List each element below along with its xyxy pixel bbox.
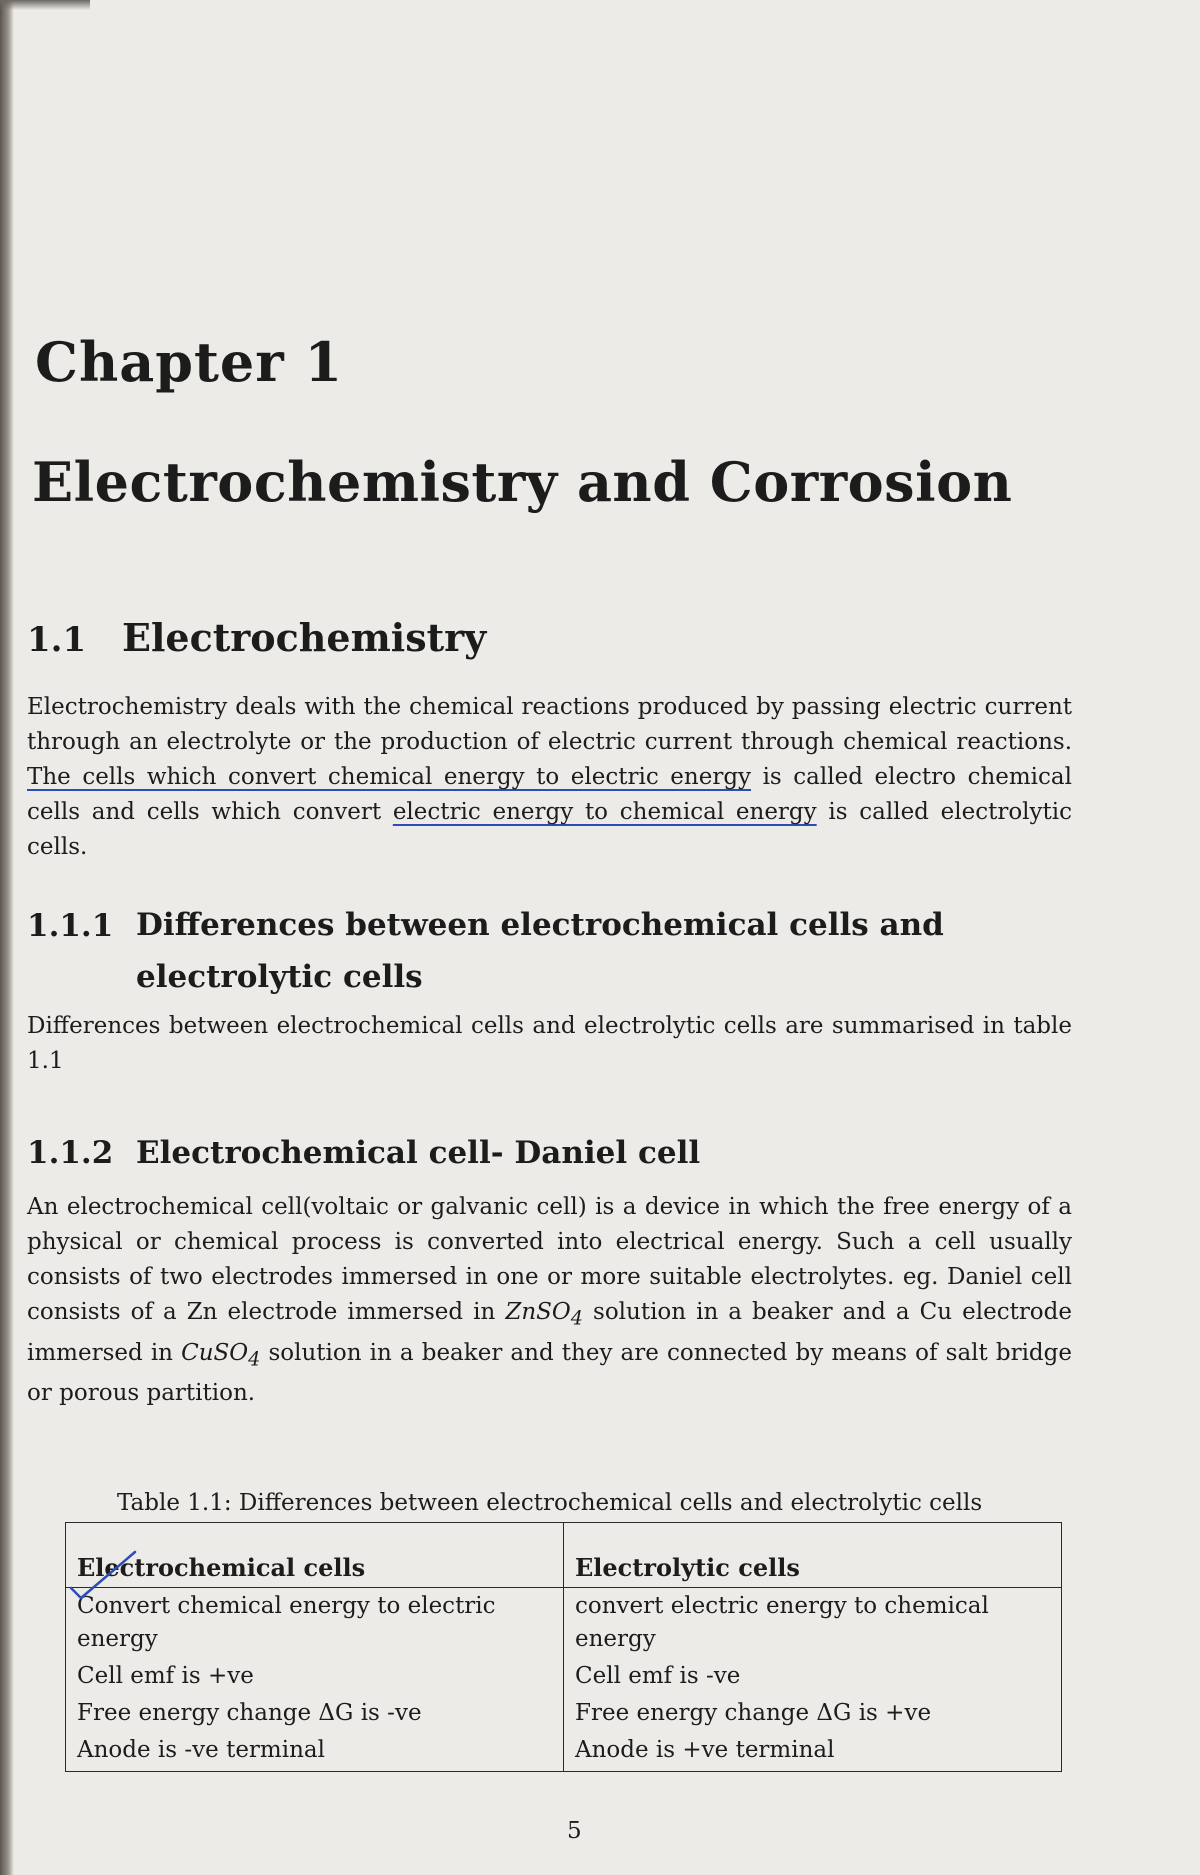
formula-subscript: 4 — [570, 1306, 583, 1330]
text-span: solution in a beaker and a Cu electrode immersed in — [27, 1299, 1072, 1366]
section-1-1-heading — [27, 615, 486, 660]
table-cell: Convert chemical energy to electric energy — [66, 1588, 564, 1659]
table-row — [66, 1588, 1062, 1659]
pen-underlined-text: electric energy to chemical energy — [392, 799, 817, 825]
section-1-1-1-heading — [27, 908, 1072, 1003]
page-binding-edge — [0, 0, 14, 1875]
chapter-label: Chapter 1 — [35, 330, 344, 394]
table-row — [66, 1658, 1062, 1695]
page-number: 5 — [567, 1818, 582, 1844]
corner-shadow — [0, 0, 90, 10]
section-title: Electrochemistry — [122, 615, 487, 660]
text-span: is called electro chemical cells and cells which convert — [27, 764, 1072, 825]
differences-table — [65, 1522, 1062, 1772]
section-title: Differences between electrochemical cells and electrolytic cells — [136, 907, 944, 995]
pen-tick-mark-icon — [69, 1548, 139, 1608]
differences-paragraph: Differences between electrochemical cells and electrolytic cells are summarised in table 1.1 — [27, 1013, 1072, 1074]
text-span: Electrochemistry deals with the chemical reactions produced by passing electric current through an electrolyte or the production of electric current through chemical reactions. — [27, 694, 1072, 755]
table-header-cell: Electrolytic cells — [564, 1523, 1062, 1588]
text-span: An electrochemical cell(voltaic or galvanic cell) is a device in which the free energy of a physical or chemical process is converted into electrical energy. Such a cell usually consists of two electrodes immersed in one or more suitable electrolytes. eg. Daniel cell consists of a Zn electrode immersed in — [27, 1194, 1072, 1325]
section-title: Electrochemical cell- Daniel cell — [136, 1135, 701, 1171]
table-header-row — [66, 1523, 1062, 1588]
formula-text: ZnSO — [505, 1299, 571, 1325]
formula-cuso4 — [181, 1339, 261, 1371]
text-span: is called electrolytic cells. — [27, 799, 1072, 860]
table-row — [66, 1695, 1062, 1732]
electrochemistry-paragraph — [27, 690, 1072, 865]
table-cell: Free energy change ΔG is -ve — [66, 1695, 564, 1732]
table-cell: Free energy change ΔG is +ve — [564, 1695, 1062, 1732]
formula-subscript: 4 — [248, 1347, 261, 1371]
table-cell: Cell emf is -ve — [564, 1658, 1062, 1695]
formula-text: CuSO — [181, 1339, 249, 1366]
section-number: 1.1.1 — [27, 908, 114, 944]
section-number: 1.1.2 — [27, 1135, 114, 1171]
table-header-cell: Electrochemical cells — [66, 1523, 564, 1588]
table-cell: Anode is +ve terminal — [564, 1732, 1062, 1772]
table-cell: convert electric energy to chemical energy — [564, 1588, 1062, 1659]
section-number: 1.1 — [27, 620, 87, 660]
table-cell: Cell emf is +ve — [66, 1658, 564, 1695]
section-1-1-2-heading — [27, 1135, 700, 1171]
chapter-title: Electrochemistry and Corrosion — [32, 450, 1013, 514]
daniel-cell-paragraph — [27, 1190, 1072, 1411]
pen-underlined-text: The cells which convert chemical energy to electric energy — [27, 764, 752, 790]
table-cell: Anode is -ve terminal — [66, 1732, 564, 1772]
text-span: solution in a beaker and they are connected by means of salt bridge or porous partition. — [27, 1339, 1072, 1407]
formula-znso4 — [505, 1299, 583, 1330]
table-caption: Table 1.1: Differences between electrochemical cells and electrolytic cells — [117, 1490, 983, 1516]
table-row — [66, 1732, 1062, 1772]
